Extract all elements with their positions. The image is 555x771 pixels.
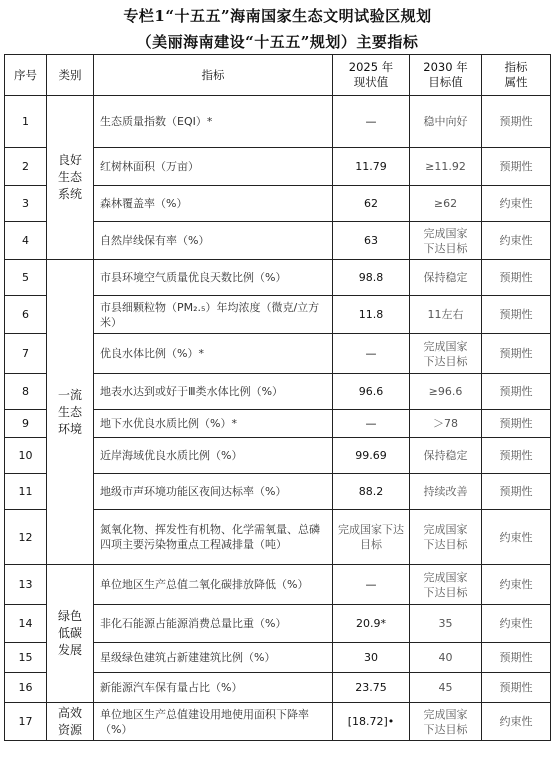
- value-2025-cell: 96.6: [333, 374, 410, 410]
- target-2030-cell: [410, 565, 482, 605]
- attribute-cell: 约束性: [482, 565, 551, 605]
- row-no: 6: [5, 296, 47, 334]
- value-2025-cell: 完成国家下达目标: [333, 510, 410, 565]
- row-no: 15: [5, 643, 47, 673]
- category-text: 生态: [57, 404, 82, 419]
- attribute-cell: 约束性: [482, 703, 551, 741]
- row-no: 7: [5, 334, 47, 374]
- value-2025-cell: 11.79: [333, 148, 410, 186]
- category-text: 资源: [57, 722, 82, 737]
- category-cell: [47, 260, 94, 565]
- target-line: 下达目标: [423, 241, 468, 255]
- header-indicator: 指标: [94, 55, 333, 96]
- category-cell: [47, 703, 94, 741]
- value-2025-cell: 20.9*: [333, 605, 410, 643]
- header-no: 序号: [5, 55, 47, 96]
- indicator-cell: 地表水达到或好于Ⅲ类水体比例（%）: [94, 374, 333, 410]
- attribute-cell: 预期性: [482, 334, 551, 374]
- target-2030-cell: [410, 96, 482, 148]
- value-2025-cell: 11.8: [333, 296, 410, 334]
- target-2030-cell: [410, 673, 482, 703]
- row-no: 14: [5, 605, 47, 643]
- indicator-cell: 新能源汽车保有量占比（%）: [94, 673, 333, 703]
- row-no: 9: [5, 410, 47, 438]
- value-2025-cell: [18.72]•: [333, 703, 410, 741]
- header-2030-line2: 目标值: [428, 75, 463, 89]
- value-2025-cell: 98.8: [333, 260, 410, 296]
- attribute-cell: 预期性: [482, 673, 551, 703]
- header-attribute-line2: 属性: [504, 75, 528, 89]
- target-line: 保持稳定: [423, 449, 468, 462]
- target-line: ≥11.92: [425, 160, 466, 173]
- target-2030-cell: [410, 703, 482, 741]
- row-no: 3: [5, 186, 47, 222]
- row-no: 11: [5, 474, 47, 510]
- indicator-cell: 地下水优良水质比例（%）*: [94, 410, 333, 438]
- indicator-cell: 红树林面积（万亩）: [94, 148, 333, 186]
- indicator-cell: 单位地区生产总值建设用地使用面积下降率（%）: [94, 703, 333, 741]
- target-line: ≥96.6: [428, 385, 463, 398]
- attribute-cell: 预期性: [482, 438, 551, 474]
- row-no: 2: [5, 148, 47, 186]
- indicator-cell: 自然岸线保有率（%）: [94, 222, 333, 260]
- row-no: 13: [5, 565, 47, 605]
- value-2025-cell: 30: [333, 643, 410, 673]
- indicator-cell: 单位地区生产总值二氧化碳排放降低（%）: [94, 565, 333, 605]
- target-2030-cell: [410, 334, 482, 374]
- header-2025: [333, 55, 410, 96]
- table-row: [5, 565, 551, 605]
- value-2025-cell: —: [333, 334, 410, 374]
- table-row: [5, 260, 551, 296]
- target-2030-cell: [410, 605, 482, 643]
- target-line: 下达目标: [423, 722, 468, 736]
- header-category: 类别: [47, 55, 94, 96]
- row-no: 17: [5, 703, 47, 741]
- value-2025-cell: —: [333, 96, 410, 148]
- target-2030-cell: [410, 510, 482, 565]
- category-text: 系统: [57, 187, 82, 201]
- category-cell: [47, 565, 94, 703]
- target-line: 40: [438, 651, 453, 664]
- row-no: 8: [5, 374, 47, 410]
- indicator-cell: 星级绿色建筑占新建建筑比例（%）: [94, 643, 333, 673]
- document-title: 专栏1“十五五”海南国家生态文明试验区规划: [123, 7, 432, 25]
- category-text: 一流: [57, 387, 82, 402]
- header-2025-line1: 2025 年: [348, 60, 394, 74]
- target-2030-cell: [410, 296, 482, 334]
- indicator-cell: 非化石能源占能源消费总量比重（%）: [94, 605, 333, 643]
- target-line: 下达目标: [423, 354, 468, 368]
- target-2030-cell: [410, 222, 482, 260]
- target-2030-cell: [410, 438, 482, 474]
- target-2030-cell: [410, 260, 482, 296]
- target-line: 完成国家: [423, 523, 468, 536]
- category-text: 环境: [57, 421, 82, 436]
- table-row: [5, 703, 551, 741]
- target-2030-cell: [410, 186, 482, 222]
- indicator-cell: 森林覆盖率（%）: [94, 186, 333, 222]
- category-text: 发展: [57, 643, 82, 657]
- attribute-cell: 预期性: [482, 296, 551, 334]
- attribute-cell: 约束性: [482, 222, 551, 260]
- header-2030-line1: 2030 年: [423, 60, 468, 74]
- table-header-row: [5, 55, 551, 96]
- row-no: 4: [5, 222, 47, 260]
- attribute-cell: 预期性: [482, 96, 551, 148]
- attribute-cell: 约束性: [482, 605, 551, 643]
- attribute-cell: 预期性: [482, 374, 551, 410]
- category-text: 良好: [57, 153, 82, 167]
- target-line: 稳中向好: [423, 115, 468, 128]
- target-line: 45: [438, 681, 453, 694]
- indicator-cell: 氮氧化物、挥发性有机物、化学需氧量、总磷四项主要污染物重点工程减排量（吨）: [94, 510, 333, 565]
- category-cell: [47, 96, 94, 260]
- target-line: ≥62: [433, 197, 458, 210]
- value-2025-cell: 23.75: [333, 673, 410, 703]
- header-attribute: [482, 55, 551, 96]
- header-attribute-line1: 指标: [504, 60, 528, 74]
- indicator-cell: 生态质量指数（EQI）*: [94, 96, 333, 148]
- category-text: 低碳: [57, 626, 82, 640]
- indicator-cell: 市县细颗粒物（PM₂.₅）年均浓度（微克/立方米）: [94, 296, 333, 334]
- value-2025-cell: 62: [333, 186, 410, 222]
- header-2030: [410, 55, 482, 96]
- row-no: 10: [5, 438, 47, 474]
- target-2030-cell: [410, 643, 482, 673]
- category-text: 高效: [57, 705, 82, 720]
- attribute-cell: 预期性: [482, 474, 551, 510]
- attribute-cell: 约束性: [482, 186, 551, 222]
- target-line: 下达目标: [423, 585, 468, 599]
- category-text: 绿色: [57, 609, 82, 623]
- category-text: 生态: [57, 170, 82, 184]
- target-2030-cell: [410, 474, 482, 510]
- target-2030-cell: [410, 410, 482, 438]
- row-no: 12: [5, 510, 47, 565]
- target-line: 35: [438, 617, 453, 630]
- target-line: 完成国家: [423, 707, 468, 721]
- target-line: 完成国家: [423, 570, 468, 584]
- target-2030-cell: [410, 148, 482, 186]
- indicator-cell: 市县环境空气质量优良天数比例（%）: [94, 260, 333, 296]
- table-row: [5, 96, 551, 148]
- value-2025-cell: —: [333, 410, 410, 438]
- attribute-cell: 预期性: [482, 148, 551, 186]
- value-2025-cell: 88.2: [333, 474, 410, 510]
- value-2025-cell: —: [333, 565, 410, 605]
- header-2025-line2: 现状值: [353, 75, 389, 89]
- attribute-cell: 预期性: [482, 260, 551, 296]
- indicator-cell: 近岸海域优良水质比例（%）: [94, 438, 333, 474]
- attribute-cell: 预期性: [482, 643, 551, 673]
- attribute-cell: 预期性: [482, 410, 551, 438]
- document-subtitle: （美丽海南建设“十五五”规划）主要指标: [136, 33, 419, 51]
- indicator-cell: 优良水体比例（%）*: [94, 334, 333, 374]
- target-line: ＞78: [433, 417, 458, 430]
- target-line: 下达目标: [423, 538, 468, 551]
- target-line: 完成国家: [423, 226, 468, 240]
- row-no: 16: [5, 673, 47, 703]
- value-2025-cell: 99.69: [333, 438, 410, 474]
- target-line: 完成国家: [423, 339, 468, 353]
- indicator-cell: 地级市声环境功能区夜间达标率（%）: [94, 474, 333, 510]
- row-no: 5: [5, 260, 47, 296]
- row-no: 1: [5, 96, 47, 148]
- target-line: 保持稳定: [423, 271, 468, 284]
- attribute-cell: 约束性: [482, 510, 551, 565]
- target-line: 11左右: [427, 308, 464, 321]
- target-2030-cell: [410, 374, 482, 410]
- value-2025-cell: 63: [333, 222, 410, 260]
- target-line: 持续改善: [423, 485, 468, 498]
- indicators-table: [4, 54, 551, 741]
